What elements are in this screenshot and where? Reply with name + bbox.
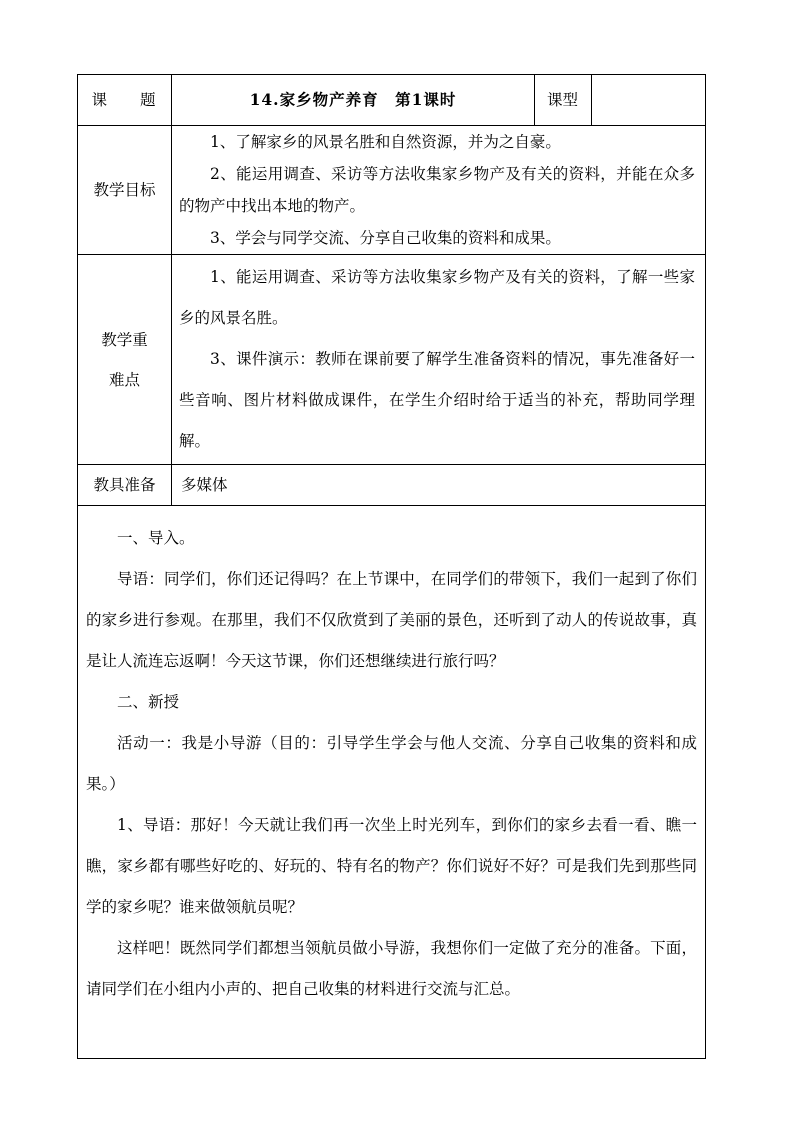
lesson-title: 14.家乡物产养育 第1课时: [172, 75, 535, 126]
subject-label: 课 题: [78, 75, 172, 126]
tools-value: 多媒体: [172, 465, 706, 506]
objective-item: 2、能运用调查、采访等方法收集家乡物产及有关的资料，并能在众多的物产中找出本地的物产。: [179, 165, 695, 215]
teaching-process: [78, 506, 706, 1059]
tools-row: [78, 465, 706, 506]
key-point-item: 1、能运用调查、采访等方法收集家乡物产及有关的资料，了解一些家乡的风景名胜。: [179, 268, 695, 327]
tools-label: 教具准备: [78, 465, 172, 506]
objectives-label: 教学目标: [78, 126, 172, 255]
key-point-item: 3、课件演示：教师在课前要了解学生准备资料的情况，事先准备好一些音响、图片材料做成课件，在学生介绍时给于适当的补充，帮助同学理解。: [179, 350, 695, 450]
objectives-content: [172, 126, 706, 255]
objective-item: 1、了解家乡的风景名胜和自然资源，并为之自豪。: [210, 133, 561, 151]
key-points-label-line2: 难点: [108, 370, 140, 389]
key-points-content: [172, 255, 706, 465]
objective-item: 3、学会与同学交流、分享自己收集的资料和成果。: [210, 229, 561, 247]
key-points-label: [78, 255, 172, 465]
process-paragraph: 这样吧！既然同学们都想当领航员做小导游，我想你们一定做了充分的准备。下面，请同学们在小组内小声的、把自己收集的材料进行交流与汇总。: [86, 939, 697, 998]
process-paragraph: 一、导入。: [117, 529, 195, 547]
process-paragraph: 1、导语：那好！今天就让我们再一次坐上时光列车，到你们的家乡去看一看、瞧一瞧，家乡都有哪些好吃的、好玩的、特有名的物产？你们说好不好？可是我们先到那些同学的家乡呢？谁来做领航员呢？: [86, 816, 697, 916]
process-paragraph: 二、新授: [117, 693, 180, 711]
key-points-row: [78, 255, 706, 465]
lesson-type-label: 课型: [535, 75, 592, 126]
process-paragraph: 活动一：我是小导游（目的：引导学生学会与他人交流、分享自己收集的资料和成果。）: [86, 734, 697, 793]
key-points-label-line1: 教学重: [101, 330, 148, 349]
process-paragraph: 导语：同学们，你们还记得吗？在上节课中，在同学们的带领下，我们一起到了你们的家乡进行参观。在那里，我们不仅欣赏到了美丽的景色，还听到了动人的传说故事，真是让人流连忘返啊！今天这节课，你们还想继续进行旅行吗？: [86, 570, 697, 670]
objectives-row: [78, 126, 706, 255]
lesson-plan-table: [77, 74, 706, 1059]
title-row: [78, 75, 706, 126]
process-row: [78, 506, 706, 1059]
lesson-type-value: [592, 75, 706, 126]
